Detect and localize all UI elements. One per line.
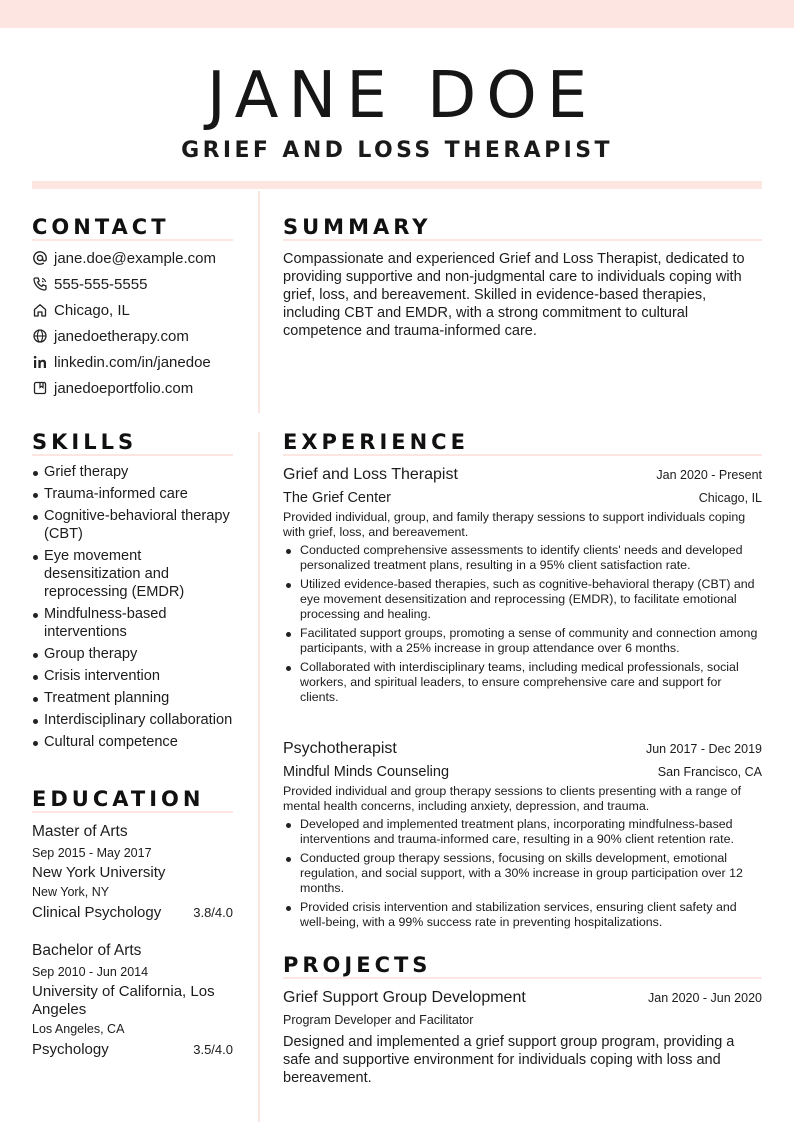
project-dates: Jan 2020 - Jun 2020: [648, 991, 762, 1005]
summary-rule: [283, 239, 762, 241]
portfolio-icon: [32, 380, 48, 396]
education-location: New York, NY: [32, 885, 110, 899]
education-school: New York University: [32, 864, 166, 881]
education-heading: EDUCATION: [32, 787, 205, 811]
column-divider-top: [258, 191, 260, 413]
job-description: Provided individual, group, and family therapy sessions to support individuals coping with grief, loss, and bereavement.: [283, 510, 746, 539]
skills-rule: [32, 454, 233, 456]
education-location: Los Angeles, CA: [32, 1022, 125, 1036]
experience-rule: [283, 454, 762, 456]
education-school: University of California, Los Angeles: [32, 983, 215, 1018]
contact-website[interactable]: [32, 326, 189, 346]
skill-item: Trauma-informed care: [32, 485, 237, 503]
education-field-row: [32, 904, 233, 922]
job-company: The Grief Center: [283, 490, 391, 506]
contact-rule: [32, 239, 233, 241]
job-bullet: Provided crisis intervention and stabilization services, ensuring client safety and well-being, with a 99% success rate in preventing hospitalizations.: [283, 900, 762, 930]
job-bullet: Facilitated support groups, promoting a sense of community and connection among participants, with a 25% increase in group attendance over 6 months.: [283, 626, 762, 656]
at-icon: [32, 250, 48, 266]
skill-item: Cultural competence: [32, 733, 237, 751]
job-title: Psychotherapist: [283, 740, 397, 757]
contact-email-text: jane.doe@example.com: [54, 249, 216, 267]
job-company: Mindful Minds Counseling: [283, 764, 450, 780]
job-bullet: Utilized evidence-based therapies, such as cognitive-behavioral therapy (CBT) and eye movement desensitization and reprocessing (EMDR), to facilitate emotional processing and healing.: [283, 577, 762, 622]
skill-item: Grief therapy: [32, 463, 237, 481]
projects-heading: PROJECTS: [283, 953, 432, 977]
job-title: Grief and Loss Therapist: [283, 466, 458, 483]
summary-heading: SUMMARY: [283, 215, 432, 239]
job-bullet: Developed and implemented treatment plans, incorporating mindfulness-based interventions and trauma-informed care, resulting in a 90% client retention rate.: [283, 817, 762, 847]
column-divider-bottom: [258, 432, 260, 1122]
education-gpa: 3.5/4.0: [193, 1042, 233, 1057]
skill-item: Eye movement desensitization and reprocessing (EMDR): [32, 547, 237, 601]
contact-phone-text: 555-555-5555: [54, 275, 148, 293]
skill-item: Cognitive-behavioral therapy (CBT): [32, 507, 237, 543]
education-dates: Sep 2015 - May 2017: [32, 846, 152, 860]
header-divider: [32, 181, 762, 189]
linkedin-icon: [32, 354, 48, 370]
skills-list: [32, 463, 237, 755]
experience-entry: [283, 465, 762, 709]
resume-header: [0, 58, 794, 163]
contact-portfolio[interactable]: [32, 378, 193, 398]
experience-entry: [283, 739, 762, 934]
project-role: Program Developer and Facilitator: [283, 1013, 474, 1027]
home-icon: [32, 302, 48, 318]
skills-heading: SKILLS: [32, 430, 138, 454]
education-degree: Master of Arts: [32, 823, 128, 840]
globe-icon: [32, 328, 48, 344]
skill-item: Mindfulness-based interventions: [32, 605, 237, 641]
summary-text: Compassionate and experienced Grief and Loss Therapist, dedicated to providing supportive and non-judgmental care to individuals coping with grief, loss, and bereavement. Skilled in evidence-based therapies, including CBT and EMDR, with a strong commitment to cultural competence and trauma-informed care.: [283, 251, 745, 339]
job-location: Chicago, IL: [698, 491, 762, 505]
contact-linkedin[interactable]: [32, 352, 211, 372]
education-field: Clinical Psychology: [32, 904, 162, 921]
education-rule: [32, 811, 233, 813]
contact-portfolio-text: janedoeportfolio.com: [54, 379, 194, 397]
education-entry: [32, 941, 233, 1059]
contact-phone[interactable]: [32, 274, 147, 294]
job-bullets: [283, 817, 762, 930]
job-description: Provided individual and group therapy sessions to clients presenting with a range of mental health concerns, including anxiety, depression, and trauma.: [283, 784, 742, 813]
skill-item: Treatment planning: [32, 689, 237, 707]
contact-heading: CONTACT: [32, 215, 170, 239]
candidate-name: JANE DOE: [206, 59, 598, 133]
education-degree: Bachelor of Arts: [32, 942, 142, 959]
education-entry: [32, 822, 233, 922]
skill-item: Group therapy: [32, 645, 237, 663]
contact-email[interactable]: [32, 248, 216, 268]
education-gpa: 3.8/4.0: [193, 905, 233, 920]
candidate-role: GRIEF AND LOSS THERAPIST: [181, 138, 613, 163]
contact-linkedin-text: linkedin.com/in/janedoe: [54, 353, 211, 371]
phone-icon: [32, 276, 48, 292]
project-title: Grief Support Group Development: [283, 989, 526, 1006]
skill-item: Crisis intervention: [32, 667, 237, 685]
job-location: San Francisco, CA: [657, 765, 762, 779]
project-description: Designed and implemented a grief support group program, providing a safe and supportive environment for individuals coping with loss and bereavement.: [283, 1034, 735, 1086]
project-entry: [283, 988, 762, 1087]
job-bullet: Conducted group therapy sessions, focusing on skills development, emotional regulation, and social support, with a 30% increase in group participation over 12 months.: [283, 851, 762, 896]
job-bullet: Conducted comprehensive assessments to identify clients' needs and developed personalized treatment plans, resulting in a 95% client satisfaction rate.: [283, 543, 762, 573]
projects-rule: [283, 977, 762, 979]
top-accent-band: [0, 0, 794, 28]
job-dates: Jun 2017 - Dec 2019: [645, 742, 762, 756]
skill-item: Interdisciplinary collaboration: [32, 711, 237, 729]
education-dates: Sep 2010 - Jun 2014: [32, 965, 149, 979]
education-field-row: [32, 1041, 233, 1059]
experience-heading: EXPERIENCE: [283, 430, 469, 454]
job-dates: Jan 2020 - Present: [656, 468, 762, 482]
job-bullets: [283, 543, 762, 705]
education-field: Psychology: [32, 1041, 109, 1058]
job-bullet: Collaborated with interdisciplinary teams, including medical professionals, social workers, and spiritual leaders, to ensure comprehensive care and support for clients.: [283, 660, 762, 705]
contact-location: [32, 300, 130, 320]
contact-location-text: Chicago, IL: [54, 301, 130, 319]
contact-website-text: janedoetherapy.com: [54, 327, 189, 345]
